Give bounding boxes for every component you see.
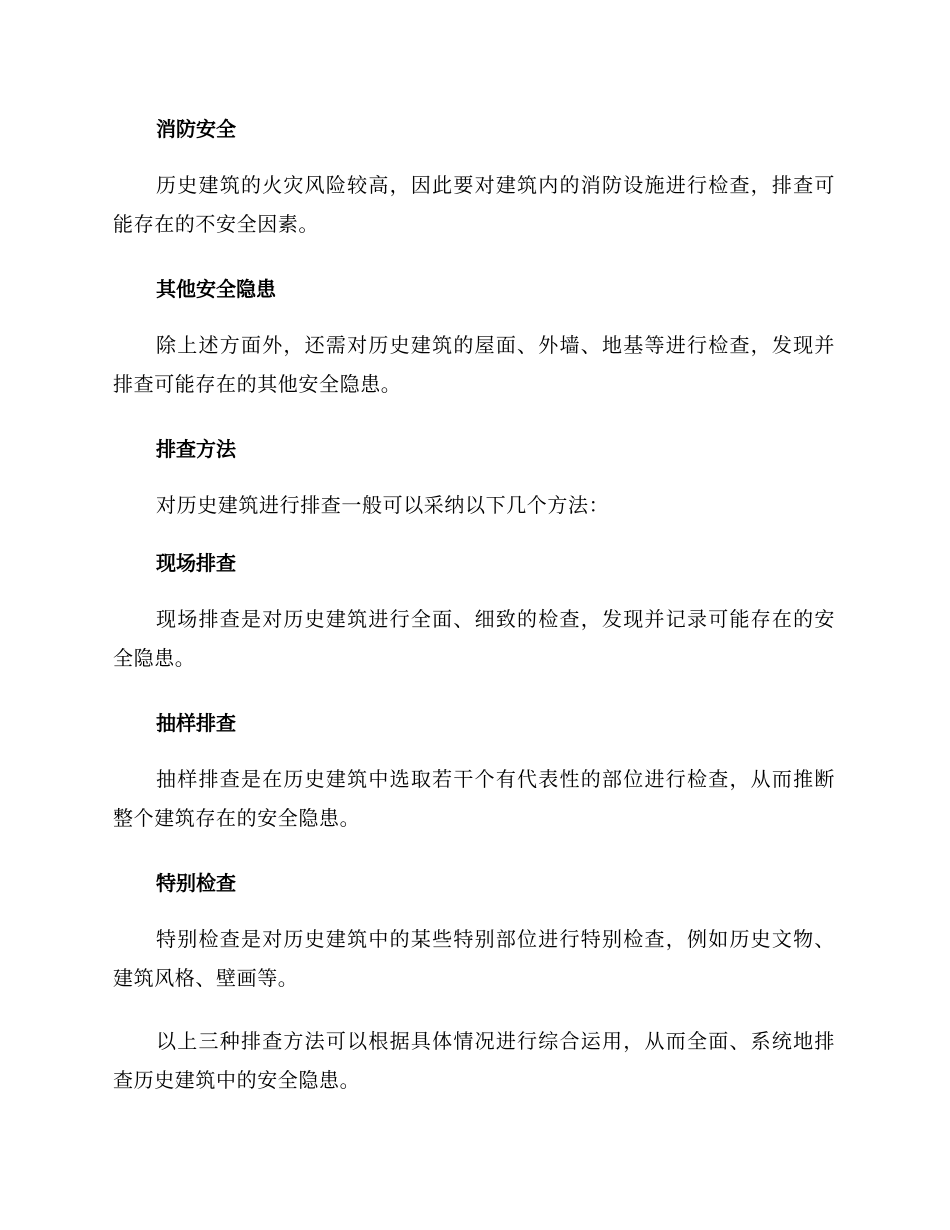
paragraph-onsite-inspection: 现场排查是对历史建筑进行全面、细致的检查，发现并记录可能存在的安全隐患。 [113, 607, 835, 670]
paragraph-fire-safety: 历史建筑的火灾风险较高，因此要对建筑内的消防设施进行检查，排查可能存在的不安全因素。 [113, 173, 835, 236]
section-heading-fire-safety: 消防安全 [156, 117, 236, 141]
paragraph-sampling-inspection: 抽样排查是在历史建筑中选取若干个有代表性的部位进行检查，从而推断整个建筑存在的安全隐患。 [113, 767, 835, 830]
section-heading-inspection-methods: 排查方法 [156, 437, 236, 461]
paragraph-other-hazards: 除上述方面外，还需对历史建筑的屋面、外墙、地基等进行检查，发现并排查可能存在的其他安全隐患。 [113, 333, 835, 396]
section-heading-other-hazards: 其他安全隐患 [156, 277, 276, 301]
paragraph-inspection-methods: 对历史建筑进行排查一般可以采纳以下几个方法： [156, 493, 610, 517]
section-heading-sampling-inspection: 抽样排查 [156, 711, 236, 735]
paragraph-special-inspection: 特别检查是对历史建筑中的某些特别部位进行特别检查，例如历史文物、建筑风格、壁画等。 [113, 927, 835, 990]
paragraph-closing: 以上三种排查方法可以根据具体情况进行综合运用，从而全面、系统地排查历史建筑中的安全隐患。 [113, 1029, 835, 1092]
section-heading-onsite-inspection: 现场排查 [156, 551, 236, 575]
section-heading-special-inspection: 特别检查 [156, 871, 236, 895]
